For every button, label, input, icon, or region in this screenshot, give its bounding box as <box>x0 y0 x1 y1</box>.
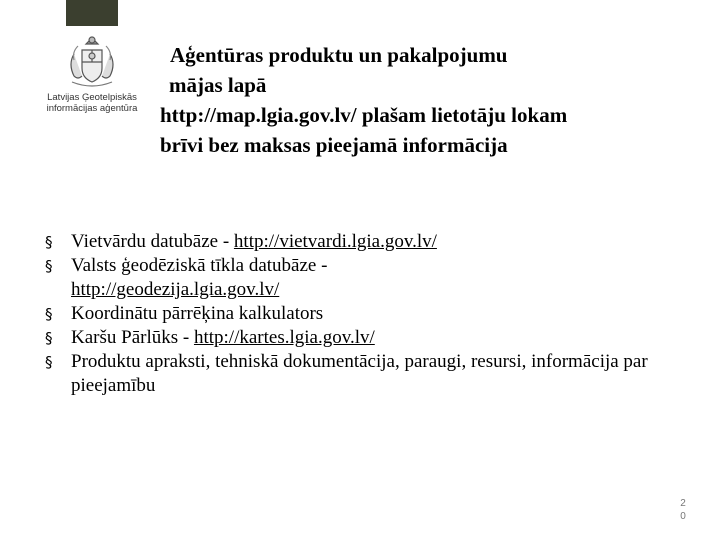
list-item-text: Valsts ģeodēziskā tīkla datubāze - <box>71 255 328 276</box>
agency-logo <box>40 34 144 124</box>
vietvardi-link[interactable]: http://vietvardi.lgia.gov.lv/ <box>233 231 437 252</box>
bullet-icon: § <box>45 257 53 275</box>
coat-of-arms-icon <box>60 34 124 90</box>
title-line-3: http://map.lgia.gov.lv/ plašam lietotāju lokam <box>160 103 568 127</box>
list-item <box>45 326 685 350</box>
page-number <box>678 497 688 523</box>
logo-line-2: informācijas aģentūra <box>46 103 138 114</box>
bullet-icon: § <box>45 329 53 347</box>
top-decor-bar <box>66 0 118 26</box>
bullet-icon: § <box>45 233 53 251</box>
resource-list <box>45 230 685 398</box>
slide-title <box>160 40 700 160</box>
logo-line-1: Latvijas Ģeotelpiskās <box>47 92 137 103</box>
list-item-text: Vietvārdu datubāze - <box>71 231 234 252</box>
logo-caption <box>40 92 144 114</box>
bullet-icon: § <box>45 305 53 323</box>
list-item-text: Karšu Pārlūks - <box>71 327 194 348</box>
title-line-1: Aģentūras produktu un pakalpojumu <box>170 43 508 67</box>
geodezija-link[interactable]: http://geodezija.lgia.gov.lv/ <box>71 279 280 300</box>
title-line-2: mājas lapā <box>169 73 267 97</box>
list-item <box>45 302 685 326</box>
bullet-icon: § <box>45 353 53 371</box>
page-number-digit-2: 0 <box>680 511 686 522</box>
list-item-text: Produktu apraksti, tehniskā dokumentācija, paraugi, resursi, informācija par pieejamību <box>71 351 648 396</box>
list-item-text: Koordinātu pārrēķina kalkulators <box>71 303 324 324</box>
list-item <box>45 230 685 254</box>
list-item <box>45 254 685 302</box>
title-line-4: brīvi bez maksas pieejamā informācija <box>160 133 508 157</box>
page-number-digit-1: 2 <box>680 498 686 509</box>
kartes-link[interactable]: http://kartes.lgia.gov.lv/ <box>193 327 375 348</box>
list-item <box>45 350 685 398</box>
